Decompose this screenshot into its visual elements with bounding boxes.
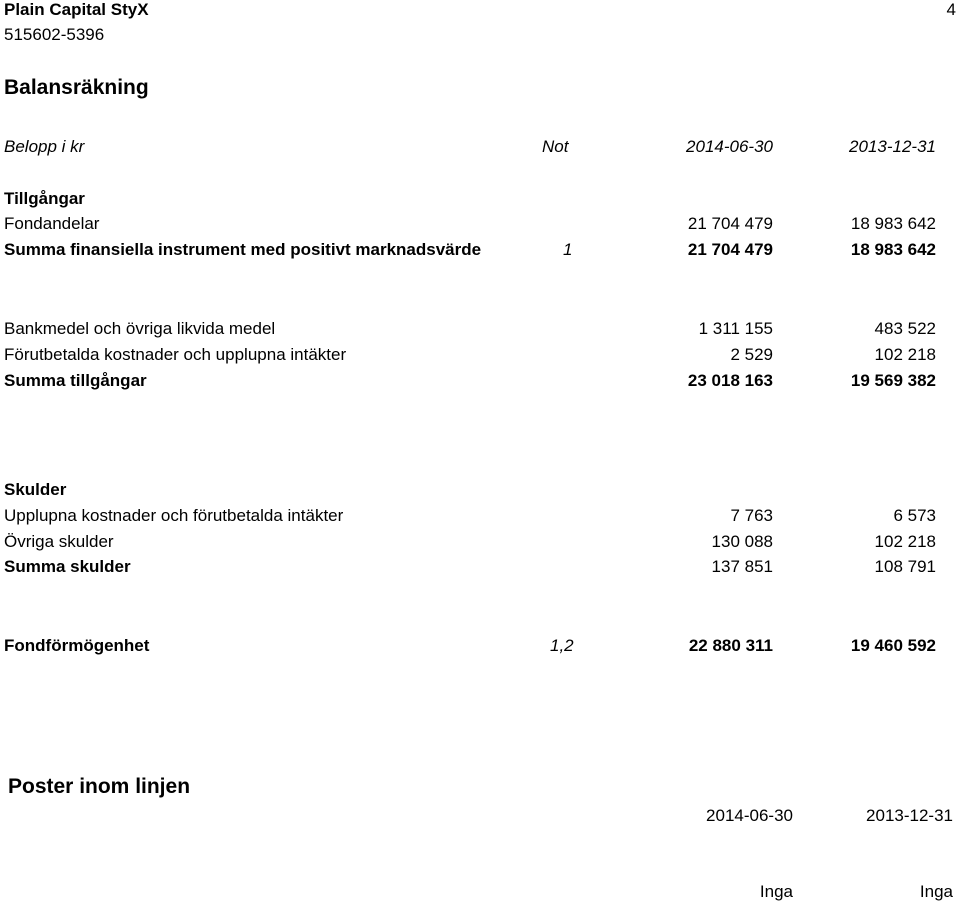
row-label: Bankmedel och övriga likvida medel xyxy=(4,319,276,338)
row-current: 1 311 155 xyxy=(698,319,773,338)
row-previous: 19 569 382 xyxy=(850,371,936,390)
row-previous: 18 983 642 xyxy=(850,240,936,259)
company-name: Plain Capital StyX xyxy=(4,0,149,19)
row-previous: 6 573 xyxy=(893,506,936,525)
fund-capital-label: Fondförmögenhet xyxy=(4,636,150,655)
row-label: Upplupna kostnader och förutbetalda intäkter xyxy=(4,506,344,525)
liabilities-heading: Skulder xyxy=(4,480,67,499)
fund-capital-current: 22 880 311 xyxy=(688,636,773,655)
off-balance-period-previous: 2013-12-31 xyxy=(866,806,953,825)
row-current: 21 704 479 xyxy=(687,214,773,233)
row-label: Summa skulder xyxy=(4,557,131,576)
row-label: Summa finansiella instrument med positivt marknadsvärde xyxy=(4,240,482,259)
row-current: 2 529 xyxy=(730,345,773,364)
off-balance-period-current: 2014-06-30 xyxy=(706,806,793,825)
row-current: 23 018 163 xyxy=(687,371,773,390)
row-current: 130 088 xyxy=(711,532,773,551)
row-label: Fondandelar xyxy=(4,214,100,233)
fund-capital-previous: 19 460 592 xyxy=(850,636,936,655)
row-previous: 108 791 xyxy=(874,557,936,576)
row-label: Summa tillgångar xyxy=(4,371,147,390)
row-current: 137 851 xyxy=(711,557,773,576)
off-balance-value-previous: Inga xyxy=(919,882,953,901)
row-previous: 102 218 xyxy=(874,532,936,551)
off-balance-value-current: Inga xyxy=(759,882,793,901)
page-number: 4 xyxy=(946,0,956,19)
assets-heading: Tillgångar xyxy=(4,189,85,208)
org-number: 515602-5396 xyxy=(4,25,105,44)
row-current: 21 704 479 xyxy=(687,240,773,259)
row-previous: 102 218 xyxy=(874,345,936,364)
off-balance-title: Poster inom linjen xyxy=(8,775,191,798)
row-current: 7 763 xyxy=(730,506,773,525)
row-label: Övriga skulder xyxy=(4,532,114,551)
fund-capital-note: 1,2 xyxy=(550,636,574,655)
column-header-label: Belopp i kr xyxy=(4,137,85,156)
column-header-current: 2014-06-30 xyxy=(686,137,773,156)
row-label: Förutbetalda kostnader och upplupna intäkter xyxy=(4,345,347,364)
column-header-note: Not xyxy=(542,137,569,156)
column-header-previous: 2013-12-31 xyxy=(849,137,936,156)
row-note: 1 xyxy=(563,240,573,259)
row-previous: 483 522 xyxy=(874,319,936,338)
row-previous: 18 983 642 xyxy=(850,214,936,233)
page-title: Balansräkning xyxy=(4,76,149,99)
